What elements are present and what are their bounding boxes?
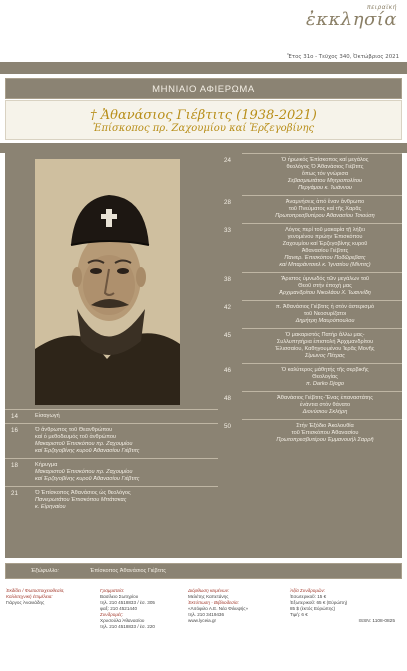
toc-item[interactable]	[224, 391, 402, 419]
toc-page-number: 28	[224, 199, 231, 206]
toc-page-number: 24	[224, 157, 231, 164]
title-box	[5, 100, 402, 140]
toc-text	[242, 364, 402, 391]
toc-text	[242, 420, 402, 447]
colophon-line: Ἐκτύπωση - Βιβλιοδεσία:	[188, 600, 239, 605]
toc-author: Σίμωνος Πέτρας	[305, 353, 345, 359]
colophon-line: Συνδρομές:	[100, 612, 124, 617]
toc-text	[242, 224, 402, 272]
toc-text	[242, 301, 402, 328]
toc-item[interactable]	[5, 409, 218, 423]
toc-line: Συλλυπητήρια ἐπιστολή Ἀρχιμανδρίτου	[276, 339, 374, 345]
toc-item[interactable]	[224, 419, 402, 447]
toc-text	[35, 459, 218, 486]
toc-item[interactable]	[224, 195, 402, 223]
toc-page-number: 45	[224, 332, 231, 339]
colophon-link[interactable]: www.lyceia.gr	[188, 618, 217, 623]
toc-line: Εἰσαγωγή	[35, 413, 60, 419]
toc-line: Ἐλισσαίου, Καθηγουμένου Ἱερᾶς Μονῆς	[275, 346, 375, 352]
toc-line: τοῦ Ἐπισκόπου Ἀθανασίου	[291, 430, 359, 436]
colophon-publisher	[6, 588, 86, 606]
toc-line: Ἀθανάσιος Γιέβτιτς-Ἕνας ἐπαναστάτης	[277, 395, 373, 401]
toc-line: Λόγος περί τοῦ μακαρία τῇ λήξει	[285, 227, 365, 233]
toc-page-number: 16	[11, 427, 18, 434]
toc-author: Μακαριστοῦ Ἐπισκόπου πρ. Ζαχουμίου	[35, 469, 133, 475]
colophon	[0, 586, 407, 646]
toc-line: π. Ἀθανάσιος Γιέβτιτς ἡ στόν ἀστερισμό	[275, 304, 375, 310]
title-main: † Ἀθανάσιος Γιέβτιτς (1938-2021)	[90, 108, 317, 123]
toc-line: Ὁ ἡρωικός Ἐπίσκοπος καί μεγάλος	[281, 157, 369, 163]
colophon-line: τηλ. 210 4518833 / ἐσ. 305	[100, 600, 155, 605]
toc-page-number: 21	[11, 490, 18, 497]
toc-item[interactable]	[224, 300, 402, 328]
toc-line: τοῦ Νεοσυρίζατοι	[303, 311, 347, 317]
colophon-line: Χρυσούλα Ἀθανασίου	[100, 618, 145, 623]
issue-line: Ἔτος 31ο - Τεῦχος 340, Ὀκτώβριος 2021	[287, 54, 399, 60]
toc-author: Πανιερωτάτου Ἐπισκόπου Μπάτσκας	[35, 497, 127, 503]
toc-page-number: 50	[224, 423, 231, 430]
toc-text	[242, 392, 402, 419]
toc-item[interactable]	[5, 458, 218, 486]
colophon-line: Ἐσωτερικοῦ: 15 €	[290, 594, 327, 599]
colophon-line: Ἀξία Συνδρομῶν:	[290, 588, 326, 593]
toc-page-number: 33	[224, 227, 231, 234]
toc-line: Κήρυγμα	[35, 462, 58, 468]
left-panel	[5, 153, 218, 558]
toc-line: καί ὁ μεθοδευμός τοῦ ἀνθρώπου	[35, 434, 117, 440]
colophon-line: τηλ. 210 4518833 / ἐσ. 220	[100, 624, 155, 629]
masthead-kicker: πειραϊκή	[366, 4, 397, 11]
toc-author: Πανιερ. Ἐπισκόπου Ποδῶρεβατς	[284, 255, 366, 261]
top-bar	[0, 62, 407, 74]
toc-item[interactable]	[224, 272, 402, 300]
masthead-title: ἐκκλησία	[306, 9, 397, 30]
toc-left	[5, 409, 218, 514]
colophon-line: φαξ: 210 4521440	[100, 606, 138, 611]
toc-line: Ἄριστος ὑμνωδός τῶν μεγάλων τοῦ	[280, 276, 370, 282]
toc-line: Ὁ καλύτερος μάθητής τῆς σερβικῆς	[281, 367, 369, 373]
colophon-line: Τιμή: 6 €	[290, 612, 308, 617]
masthead	[306, 4, 397, 29]
toc-line: ὅπως τόν γνώρισα	[301, 171, 349, 177]
toc-item[interactable]	[224, 223, 402, 272]
toc-line: Ἀθανασίου Γιέβτιτς	[301, 248, 349, 254]
toc-item[interactable]	[5, 486, 218, 514]
toc-line: Θεολογίας	[312, 374, 338, 380]
toc-author: Διονύσιου Σκλήρη	[302, 409, 348, 415]
toc-right	[224, 153, 402, 558]
colophon-line: «Λιτόφιλο Α.Ε. Νέα Φιλυψής»	[188, 606, 249, 611]
colophon-line: Ἐκδίδει / Φωτοστοιχειοθεσία,	[6, 588, 65, 593]
toc-line: Θεοῦ στήν ἐποχή μας	[298, 283, 352, 289]
toc-line: γενομένου πρώην Ἐπισκόπου	[287, 234, 363, 240]
toc-text	[242, 154, 402, 195]
center-strip	[218, 153, 242, 558]
issn-number: ISSN: 1108-0825	[358, 619, 395, 624]
toc-author: καί Μπαράντσιελ κ. Ἰγνατίου (Μίντιτς)	[279, 262, 371, 268]
colophon-line: Ἐξωτερικοῦ: 65 € (Εὐρώπη)	[290, 600, 348, 605]
toc-item[interactable]	[224, 363, 402, 391]
toc-page-number: 38	[224, 276, 231, 283]
toc-page-number: 42	[224, 304, 231, 311]
colophon-line: τηλ. 210 3419436	[188, 612, 225, 617]
toc-line: Στήν Ἐξόδιο Ἀκολουθία	[296, 423, 354, 429]
toc-line: θεολόγος Ὁ Ἀθανάσιος Γιέβτιτς	[286, 164, 364, 170]
title-subtitle: Ἐπίσκοπος πρ. Ζαχουμίου καί Ἐρζεγοβίνης	[92, 123, 315, 134]
colophon-secretariat	[100, 588, 182, 630]
divider-bar	[0, 143, 407, 153]
colophon-line: Γιάργος Ἀνανιάδης	[6, 600, 45, 605]
toc-line: ἐνάντια στόν θάνατο	[299, 402, 351, 408]
colophon-line: Βασίλειο Σωτηρίου	[100, 594, 139, 599]
toc-line: Ζαχουμίου καί Ἐρζεγοβίνης κυροῦ	[282, 241, 368, 247]
toc-author: Περγάμου κ. Ἰωάννου	[298, 185, 352, 191]
toc-author: κ. Εἰρηναίου	[35, 504, 66, 510]
colophon-printing	[188, 588, 278, 624]
toc-author: καί Ἐρζεγοβίνης κυροῦ Ἀθανασίου Γιέβτιτς	[35, 476, 140, 482]
section-banner	[5, 78, 402, 99]
toc-author: Πρωτοπρεσβυτέρου Ἀθανασίου Τσιούση	[275, 213, 375, 219]
cover-credit-label: Ἐξώφυλλο:	[31, 568, 59, 574]
toc-author: Πρωτοπρεσβυτέρου Ἐμμανουήλ Σαρρῆ	[276, 437, 374, 443]
portrait-photo	[35, 159, 180, 405]
colophon-line: Καλλιτεχνική ἐπιμέλεια:	[6, 594, 53, 599]
cover-credit-value: Ἐπίσκοπος Ἀθανάσιος Γιέβτιτς	[90, 568, 166, 574]
toc-author: Δημήτρη Μαυρόπουλου	[295, 318, 355, 324]
toc-author: Σεβασμιωτάτου Μητροπολίτου	[287, 178, 363, 184]
toc-line: Ὁ Ἐπίσκοπος Ἀθανάσιος ὡς θεολόγος	[35, 490, 131, 496]
toc-text	[35, 410, 218, 423]
portrait-illustration	[35, 159, 180, 405]
contents-layout	[5, 153, 402, 558]
toc-text	[35, 487, 218, 514]
toc-item[interactable]	[224, 328, 402, 363]
toc-author: καί Ἐρζεγοβίνης κυροῦ Ἀθανασίου Γιέβτιτς	[35, 448, 140, 454]
toc-text	[242, 273, 402, 300]
toc-item[interactable]	[224, 153, 402, 195]
toc-page-number: 48	[224, 395, 231, 402]
toc-line: Ἀναμνήσεις ἀπό ἕναν ἄνθρωπο	[285, 199, 365, 205]
colophon-line: Γραμματεία:	[100, 588, 125, 593]
colophon-line: Διόρθωση κειμένων:	[188, 588, 230, 593]
toc-author: Ἀρχιμανδρίτου Νικολάου Χ. Ἰωαννίδη	[279, 290, 371, 296]
toc-author: Μακαριστοῦ Ἐπισκόπου πρ. Ζαχουμίου	[35, 441, 133, 447]
colophon-line: Μελέτης Καπετάνης	[188, 594, 229, 599]
toc-line: Ὁ μακαριστός Πατήρ ἄλλω μας-	[285, 332, 365, 338]
colophon-line: 85 $ (ἐκτός Εὐρώπης)	[290, 606, 336, 611]
toc-page-number: 14	[11, 413, 18, 420]
toc-line: Ὁ ἄνθρωπος τοῦ Θεανθρώπου	[35, 427, 113, 433]
banner-title: ΜΗΝΙΑΙΟ ΑΦΙΕΡΩΜΑ	[152, 84, 255, 95]
toc-page-number: 18	[11, 462, 18, 469]
toc-item[interactable]	[5, 423, 218, 458]
toc-line: τοῦ Πνεύματος καί τῆς Χαρᾶς	[288, 206, 362, 212]
toc-text	[242, 196, 402, 223]
toc-author: π. Darko Djogo	[306, 381, 344, 387]
toc-text	[242, 329, 402, 363]
cover-credit-bar	[5, 563, 402, 579]
toc-page-number: 46	[224, 367, 231, 374]
colophon-prices	[290, 588, 365, 618]
toc-text	[35, 424, 218, 458]
